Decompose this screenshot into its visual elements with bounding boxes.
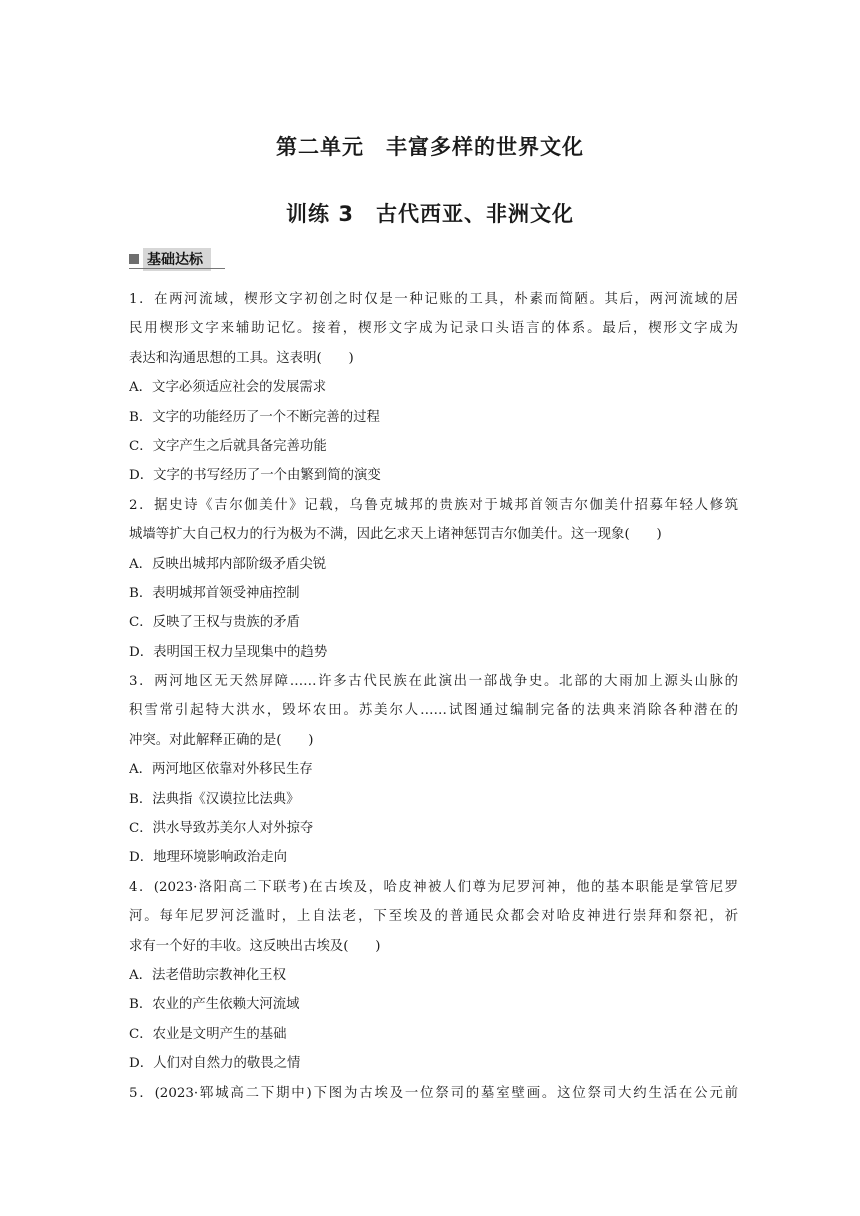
answer-option: B．法典指《汉谟拉比法典》 (129, 791, 300, 807)
question-4 (129, 873, 738, 1079)
answer-option: D．人们对自然力的敬畏之情 (129, 1056, 301, 1072)
answer-option: D．表明国王权力呈现集中的趋势 (129, 644, 328, 660)
answer-option: B．文字的功能经历了一个不断完善的过程 (129, 409, 380, 425)
question-stem-line: 城墙等扩大自己权力的行为极为不满，因此乞求天上诸神惩罚吉尔伽美什。这一现象( ) (129, 527, 662, 543)
unit-title: 第二单元 丰富多样的世界文化 (276, 135, 584, 159)
question-stem-line: 1．在两河流域，楔形文字初创之时仅是一种记账的工具，朴素而简陋。其后，两河流域的居 (129, 292, 738, 307)
question-stem-line: 3．两河地区无天然屏障……许多古代民族在此演出一部战争史。北部的大雨加上源头山脉的 (129, 674, 738, 690)
answer-option: D．地理环境影响政治走向 (129, 850, 288, 866)
question-stem-line: 冲突。对此解释正确的是( ) (129, 732, 314, 748)
question-stem-line: 河。每年尼罗河泛滥时，上自法老，下至埃及的普通民众都会对哈皮神进行崇拜和祭祀，祈 (129, 909, 738, 925)
answer-option: C．反映了王权与贵族的矛盾 (129, 615, 300, 631)
question-stem-line: 求有一个好的丰收。这反映出古埃及( ) (129, 938, 381, 954)
question-list (129, 285, 738, 1108)
question-stem-line: 2．据史诗《吉尔伽美什》记载，乌鲁克城邦的贵族对于城邦首领吉尔伽美什招募年轻人修筑 (129, 497, 738, 513)
question-stem-line: 积雪常引起特大洪水，毁坏农田。苏美尔人……试图通过编制完备的法典来消除各种潜在的 (129, 703, 738, 719)
question-3 (129, 667, 738, 873)
answer-option: B．表明城邦首领受神庙控制 (129, 585, 300, 601)
section-divider (129, 268, 225, 269)
question-stem-line: 4．(2023·洛阳高二下联考)在古埃及，哈皮神被人们尊为尼罗河神，他的基本职能是掌管尼罗 (129, 879, 738, 895)
lesson-title: 训练 3 古代西亚、非洲文化 (286, 202, 574, 226)
section-label: 基础达标 (143, 248, 211, 271)
section-heading (129, 249, 211, 269)
answer-option: A．反映出城邦内部阶级矛盾尖锐 (129, 556, 327, 572)
answer-option: D．文字的书写经历了一个由繁到简的演变 (129, 468, 381, 484)
question-stem-line: 民用楔形文字来辅助记忆。接着，楔形文字成为记录口头语言的体系。最后，楔形文字成为 (129, 321, 738, 337)
answer-option: A．文字必须适应社会的发展需求 (129, 380, 327, 396)
square-bullet-icon (129, 254, 139, 264)
question-1 (129, 285, 738, 491)
question-5 (129, 1079, 738, 1108)
question-2 (129, 491, 738, 667)
answer-option: C．洪水导致苏美尔人对外掠夺 (129, 821, 314, 837)
answer-option: C．文字产生之后就具备完善功能 (129, 438, 327, 454)
answer-option: A．法老借助宗教神化王权 (129, 967, 286, 983)
answer-option: A．两河地区依靠对外移民生存 (129, 762, 313, 778)
question-stem-line: 表达和沟通思想的工具。这表明( ) (129, 350, 354, 366)
answer-option: C．农业是文明产生的基础 (129, 1026, 287, 1042)
answer-option: B．农业的产生依赖大河流域 (129, 997, 300, 1013)
question-stem-line: 5．(2023·郓城高二下期中)下图为古埃及一位祭司的墓室壁画。这位祭司大约生活在公元前 (129, 1085, 738, 1101)
